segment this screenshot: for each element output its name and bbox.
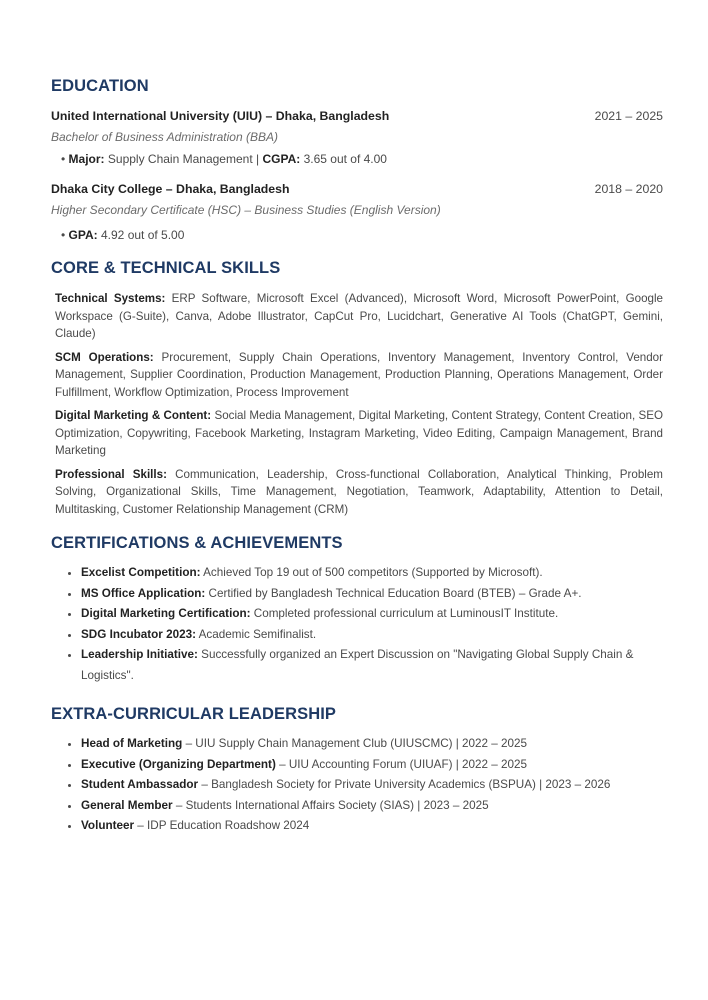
list-item	[81, 563, 663, 584]
item-text: Academic Semifinalist.	[198, 627, 317, 641]
skill-text: Procurement, Supply Chain Operations, Inventory Management, Inventory Control, Vendor Management, Supplier Coordination, Production Management, Production Planning, Operations Management, Order Fulfillment, Workflow Optimization, Process Improvement	[55, 350, 663, 399]
item-text: Completed professional curriculum at LuminousIT Institute.	[253, 607, 559, 620]
item-label: Digital Marketing Certification:	[81, 607, 251, 620]
skill-label: SCM Operations:	[55, 350, 154, 364]
item-text: – UIU Supply Chain Management Club (UIUSCMC) | 2022 – 2025	[185, 737, 528, 750]
item-label: MS Office Application:	[81, 586, 206, 600]
skill-group	[51, 349, 663, 402]
education-heading: EDUCATION	[51, 77, 149, 95]
skill-label: Technical Systems:	[55, 292, 166, 305]
item-text: – Bangladesh Society for Private University Academics (BSPUA) | 2023 – 2026	[201, 778, 611, 791]
education-detail: • Major: Supply Chain Management | CGPA: 3.65 out of 4.00	[61, 152, 387, 166]
education-detail: • GPA: 4.92 out of 5.00	[61, 228, 185, 242]
degree: Higher Secondary Certificate (HSC) – Business Studies (English Version)	[51, 203, 441, 217]
detail-text: 3.65 out of 4.00	[303, 152, 387, 166]
detail-label: Major:	[68, 152, 105, 166]
skill-label: Digital Marketing & Content:	[55, 409, 212, 422]
item-label: Excelist Competition:	[81, 566, 201, 579]
detail-text: 4.92 out of 5.00	[101, 228, 185, 242]
list-item	[81, 775, 663, 796]
skill-text: Social Media Management, Digital Marketing, Content Strategy, Content Creation, SEO Optimization, Copywriting, Facebook Marketing, Instagram Marketing, Video Editing, Campaign Management, Brand Marketing	[55, 409, 663, 457]
item-label: General Member	[81, 798, 173, 812]
education-entry	[51, 108, 663, 167]
leadership-list	[51, 734, 663, 837]
item-label: Executive (Organizing Department)	[81, 757, 276, 771]
item-text: – Students International Affairs Society (SIAS) | 2023 – 2025	[175, 798, 489, 812]
list-item	[81, 584, 663, 605]
item-text: – UIU Accounting Forum (UIUAF) | 2022 – 2025	[279, 757, 528, 771]
list-item	[81, 645, 663, 686]
list-item	[81, 816, 663, 837]
skill-group	[51, 407, 663, 460]
skill-group	[51, 466, 663, 519]
list-item	[81, 625, 663, 646]
certifications-heading: CERTIFICATIONS & ACHIEVEMENTS	[51, 534, 343, 552]
item-text: Certified by Bangladesh Technical Education Board (BTEB) – Grade A+.	[208, 586, 582, 600]
degree: Bachelor of Business Administration (BBA)	[51, 130, 278, 144]
skills-heading: CORE & TECHNICAL SKILLS	[51, 259, 281, 277]
item-label: SDG Incubator 2023:	[81, 627, 196, 641]
list-item	[81, 755, 663, 776]
item-text: Achieved Top 19 out of 500 competitors (Supported by Microsoft).	[203, 566, 543, 579]
detail-text: Supply Chain Management |	[107, 152, 260, 166]
skill-text: Communication, Leadership, Cross-functional Collaboration, Analytical Thinking, Problem Solving, Organizational Skills, Time Management, Negotiation, Teamwork, Adaptability, Attention to Detail, Multitasking, Customer Relationship Management (CRM)	[55, 467, 663, 516]
item-label: Student Ambassador	[81, 778, 199, 791]
list-item	[81, 734, 663, 755]
detail-label: GPA:	[68, 228, 98, 242]
education-entry	[51, 181, 663, 243]
certifications-list	[51, 563, 663, 686]
education-years: 2018 – 2020	[594, 182, 663, 196]
school-name: United International University (UIU) – Dhaka, Bangladesh	[51, 109, 390, 123]
education-years: 2021 – 2025	[594, 109, 663, 123]
list-item	[81, 604, 663, 625]
resume-page	[51, 76, 663, 837]
item-label: Volunteer	[81, 819, 135, 832]
item-label: Head of Marketing	[81, 737, 183, 750]
item-text: Successfully organized an Expert Discussion on "Navigating Global Supply Chain & Logistics".	[81, 648, 634, 682]
skill-label: Professional Skills:	[55, 467, 167, 481]
skill-text: ERP Software, Microsoft Excel (Advanced), Microsoft Word, Microsoft PowerPoint, Google Workspace (G-Suite), Canva, Adobe Illustrator, CapCut Pro, Lucidchart, Generative AI Tools (ChatGPT, Gemini, Claude)	[55, 292, 663, 340]
list-item	[81, 796, 663, 817]
school-name: Dhaka City College – Dhaka, Bangladesh	[51, 182, 290, 196]
skill-group	[51, 290, 663, 343]
item-text: – IDP Education Roadshow 2024	[137, 819, 310, 832]
leadership-heading: EXTRA-CURRICULAR LEADERSHIP	[51, 705, 337, 723]
item-label: Leadership Initiative:	[81, 648, 198, 661]
detail-label: CGPA:	[262, 152, 301, 166]
